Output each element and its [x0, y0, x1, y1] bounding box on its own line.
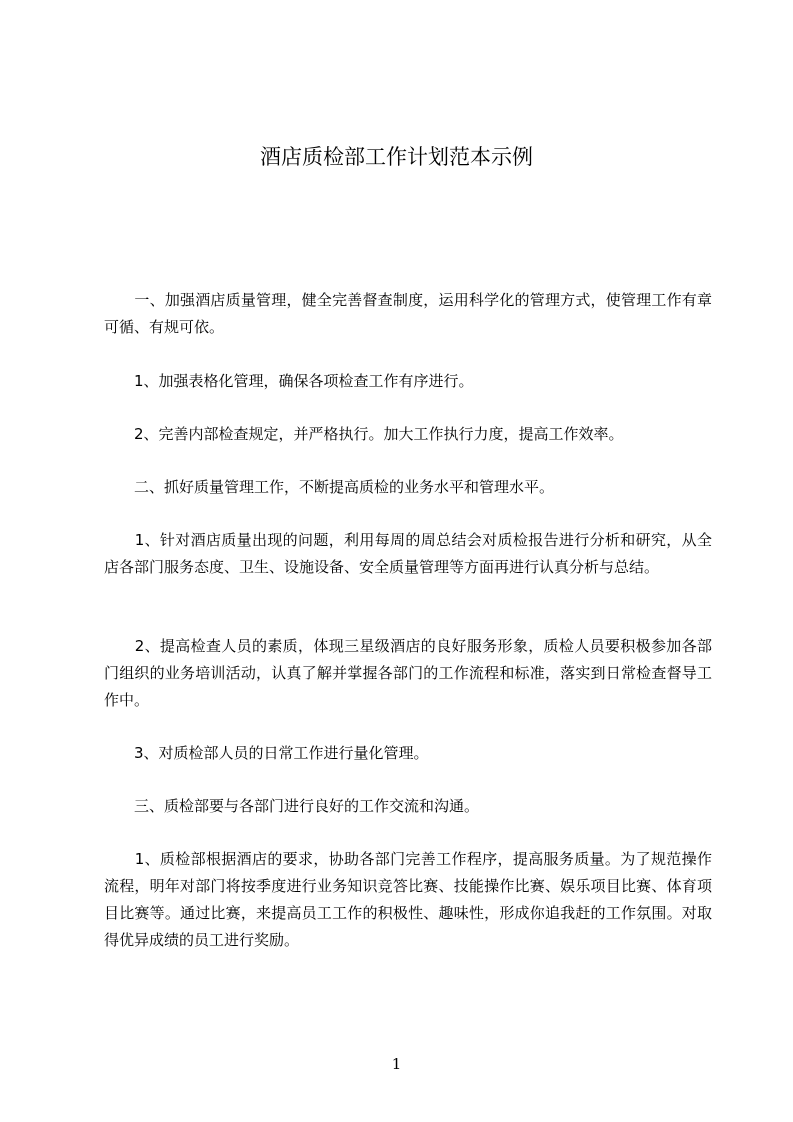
paragraph-section-2-heading: 二、抓好质量管理工作，不断提高质检的业务水平和管理水平。 [104, 478, 555, 496]
paragraph-item-3-1: 1、质检部根据酒店的要求，协助各部门完善工作程序，提高服务质量。为了规范操作流程，明年对部门将按季度进行业务知识竞答比赛、技能操作比赛、娱乐项目比赛、体育项目比赛等。通过比赛，来提高员工工作的积极性、趣味性，形成你追我赶的工作氛围。对取得优异成绩的员工进行奖励。 [104, 850, 712, 949]
document-title: 酒店质检部工作计划范本示例 [260, 145, 533, 169]
paragraph-item-2-2: 2、提高检查人员的素质，体现三星级酒店的良好服务形象，质检人员要积极参加各部门组织的业务培训活动，认真了解并掌握各部门的工作流程和标准，落实到日常检查督导工作中。 [104, 637, 712, 709]
page-number: 1 [391, 1055, 402, 1073]
paragraph-item-2-3: 3、对质检部人员的日常工作进行量化管理。 [104, 744, 429, 762]
paragraph-item-2-1: 1、针对酒店质量出现的问题，利用每周的周总结会对质检报告进行分析和研究，从全店各部门服务态度、卫生、设施设备、安全质量管理等方面再进行认真分析与总结。 [104, 531, 712, 576]
paragraph-item-1-1: 1、加强表格化管理，确保各项检查工作有序进行。 [104, 372, 474, 390]
paragraph-section-3-heading: 三、质检部要与各部门进行良好的工作交流和沟通。 [104, 797, 480, 815]
paragraph-section-1-heading: 一、加强酒店质量管理，健全完善督查制度，运用科学化的管理方式，使管理工作有章可循、有规可依。 [104, 291, 712, 336]
paragraph-item-1-2: 2、完善内部检查规定，并严格执行。加大工作执行力度，提高工作效率。 [104, 425, 624, 443]
